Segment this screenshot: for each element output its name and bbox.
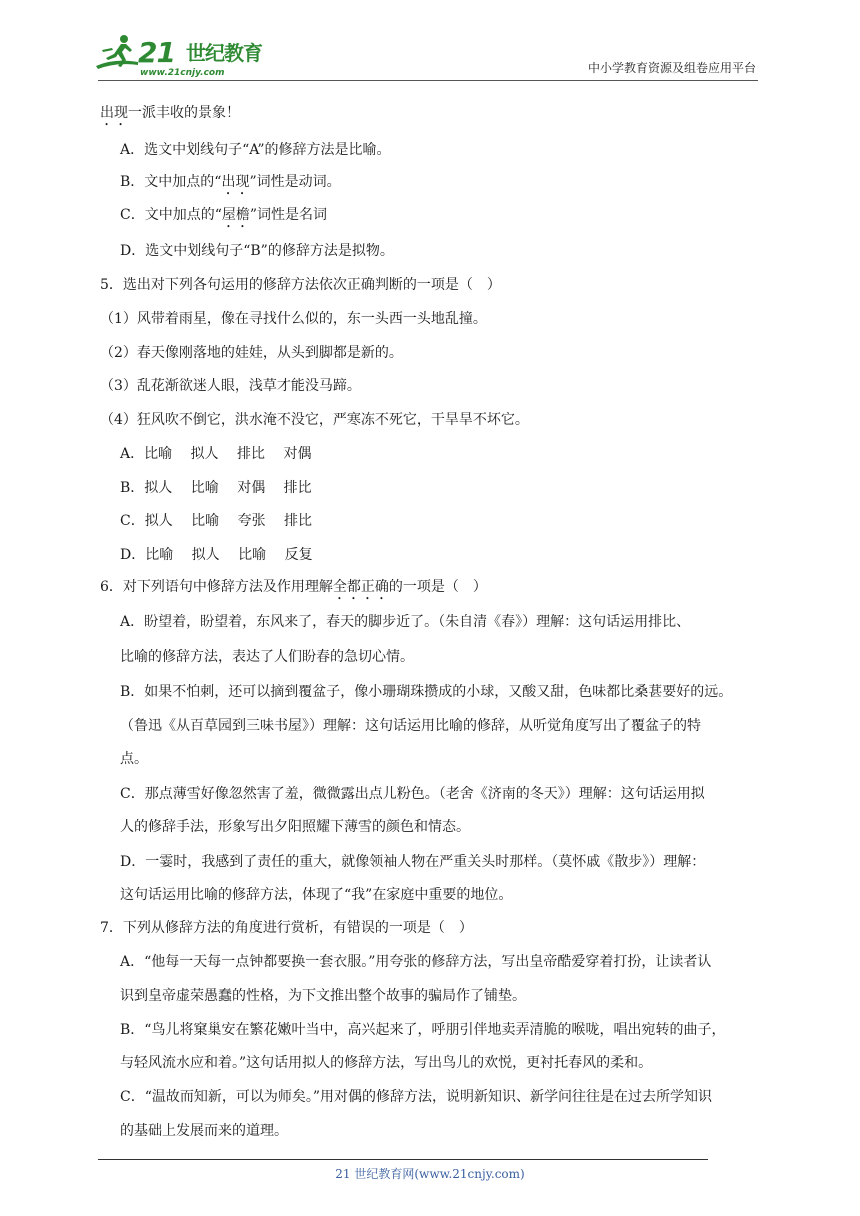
q6-option-b-line-3: 点。 [120, 751, 148, 767]
q6-option-c-line-2: 人的修辞手法，形象写出夕阳照耀下薄雪的颜色和情态。 [120, 819, 470, 835]
q6-option-a-line-2: 比喻的修辞方法，表达了人们盼春的急切心情。 [120, 649, 414, 665]
option-text: C．文中加点的“ [120, 207, 222, 223]
q5-item-1: （1）风带着雨星，像在寻找什么似的，东一头西一头地乱撞。 [100, 311, 487, 327]
logo-number: 21 [138, 36, 175, 69]
q7-option-a-line-2: 识到皇帝虚荣愚蠢的性格，为下文推出整个故事的骗局作了铺垫。 [120, 988, 526, 1004]
stem-text: 的一项是（ ） [388, 579, 487, 595]
q6-option-d-line-2: 这句话运用比喻的修辞方法，体现了“我”在家庭中重要的地位。 [120, 887, 513, 903]
q6-option-a-line-1: A．盼望着，盼望着，东风来了，春天的脚步近了。（朱自清《春》）理解：这句话运用排比、 [120, 614, 691, 630]
q7-option-c-line-2: 的基础上发展而来的道理。 [120, 1123, 288, 1139]
q7-option-b-line-2: 与轻风流水应和着。”这句话用拟人的修辞方法，写出鸟儿的欢悦，更衬托春风的柔和。 [120, 1055, 653, 1071]
q5-item-2: （2）春天像刚落地的娃娃，从头到脚都是新的。 [100, 345, 403, 361]
emphasized-word: 全都正确 [332, 579, 389, 595]
footer-divider [98, 1159, 708, 1160]
q5-option-b: B．拟人 比喻 对偶 排比 [120, 480, 312, 496]
q6-option-d-line-1: D．一霎时，我感到了责任的重大，就像领袖人物在严重关头时那样。（莫怀戚《散步》）理解： [120, 854, 706, 870]
option-text: B．文中加点的“ [120, 174, 222, 190]
option-text: ”词性是动词。 [249, 174, 341, 190]
footer-link[interactable]: 21 世纪教育网(www.21cnjy.com) [335, 1167, 525, 1181]
emphasized-word: 屋檐 [221, 207, 250, 223]
emphasized-word: 出现 [221, 174, 250, 190]
q4-option-d: D．选文中划线句子“B”的修辞方法是拟物。 [120, 243, 394, 259]
q4-option-c [120, 206, 327, 231]
logo-url: www.21cnjy.com [140, 68, 225, 78]
q6-option-b-line-2: （鲁迅《从百草园到三味书屋》）理解：这句话运用比喻的修辞，从听觉角度写出了覆盆子的特 [120, 718, 701, 734]
header-divider [98, 80, 758, 81]
q6-option-c-line-1: C．那点薄雪好像忽然害了羞，微微露出点儿粉色。（老舍《济南的冬天》）理解：这句话运用拟 [120, 786, 705, 802]
q4-passage-end [100, 104, 240, 129]
q5-option-a: A．比喻 拟人 排比 对偶 [120, 446, 312, 462]
emphasized-word: 出现 [100, 105, 128, 121]
logo-text: 世纪教育 [186, 41, 262, 65]
passage-text: 一派丰收的景象！ [128, 105, 240, 121]
q5-stem: 5．选出对下列各句运用的修辞方法依次正确判断的一项是（ ） [100, 277, 501, 293]
runner-logo-icon [94, 32, 140, 76]
q7-option-c-line-1: C．“温故而知新，可以为师矣。”用对偶的修辞方法，说明新知识、新学问往往是在过去所学知识 [120, 1089, 713, 1105]
q5-option-d: D．比喻 拟人 比喻 反复 [120, 547, 313, 563]
q4-option-b [120, 173, 341, 198]
q4-option-a: A．选文中划线句子“A”的修辞方法是比喻。 [120, 142, 391, 158]
q6-option-b-line-1: B．如果不怕刺，还可以摘到覆盆子，像小珊瑚珠攒成的小球，又酸又甜，色味都比桑葚要好的远。 [120, 684, 733, 700]
q7-option-a-line-1: A．“他每一天每一点钟都要换一套衣服。”用夸张的修辞方法，写出皇帝酷爱穿着打扮，让读者认 [120, 954, 712, 970]
platform-title: 中小学教育资源及组卷应用平台 [587, 61, 756, 75]
q5-item-3: （3）乱花渐欲迷人眼，浅草才能没马蹄。 [100, 378, 361, 394]
q5-item-4: （4）狂风吹不倒它，洪水淹不没它，严寒冻不死它，干旱旱不坏它。 [100, 412, 529, 428]
stem-text: 6．对下列语句中修辞方法及作用理解 [100, 579, 333, 595]
q6-stem [100, 578, 487, 603]
q5-option-c: C．拟人 比喻 夸张 排比 [120, 513, 313, 529]
q7-option-b-line-1: B．“鸟儿将窠巢安在繁花嫩叶当中，高兴起来了，呼朋引伴地卖弄清脆的喉咙，唱出宛转的曲子， [120, 1022, 726, 1038]
q7-stem: 7．下列从修辞方法的角度进行赏析，有错误的一项是（ ） [100, 920, 473, 936]
site-logo [94, 32, 264, 80]
option-text: ”词性是名词 [249, 207, 328, 223]
